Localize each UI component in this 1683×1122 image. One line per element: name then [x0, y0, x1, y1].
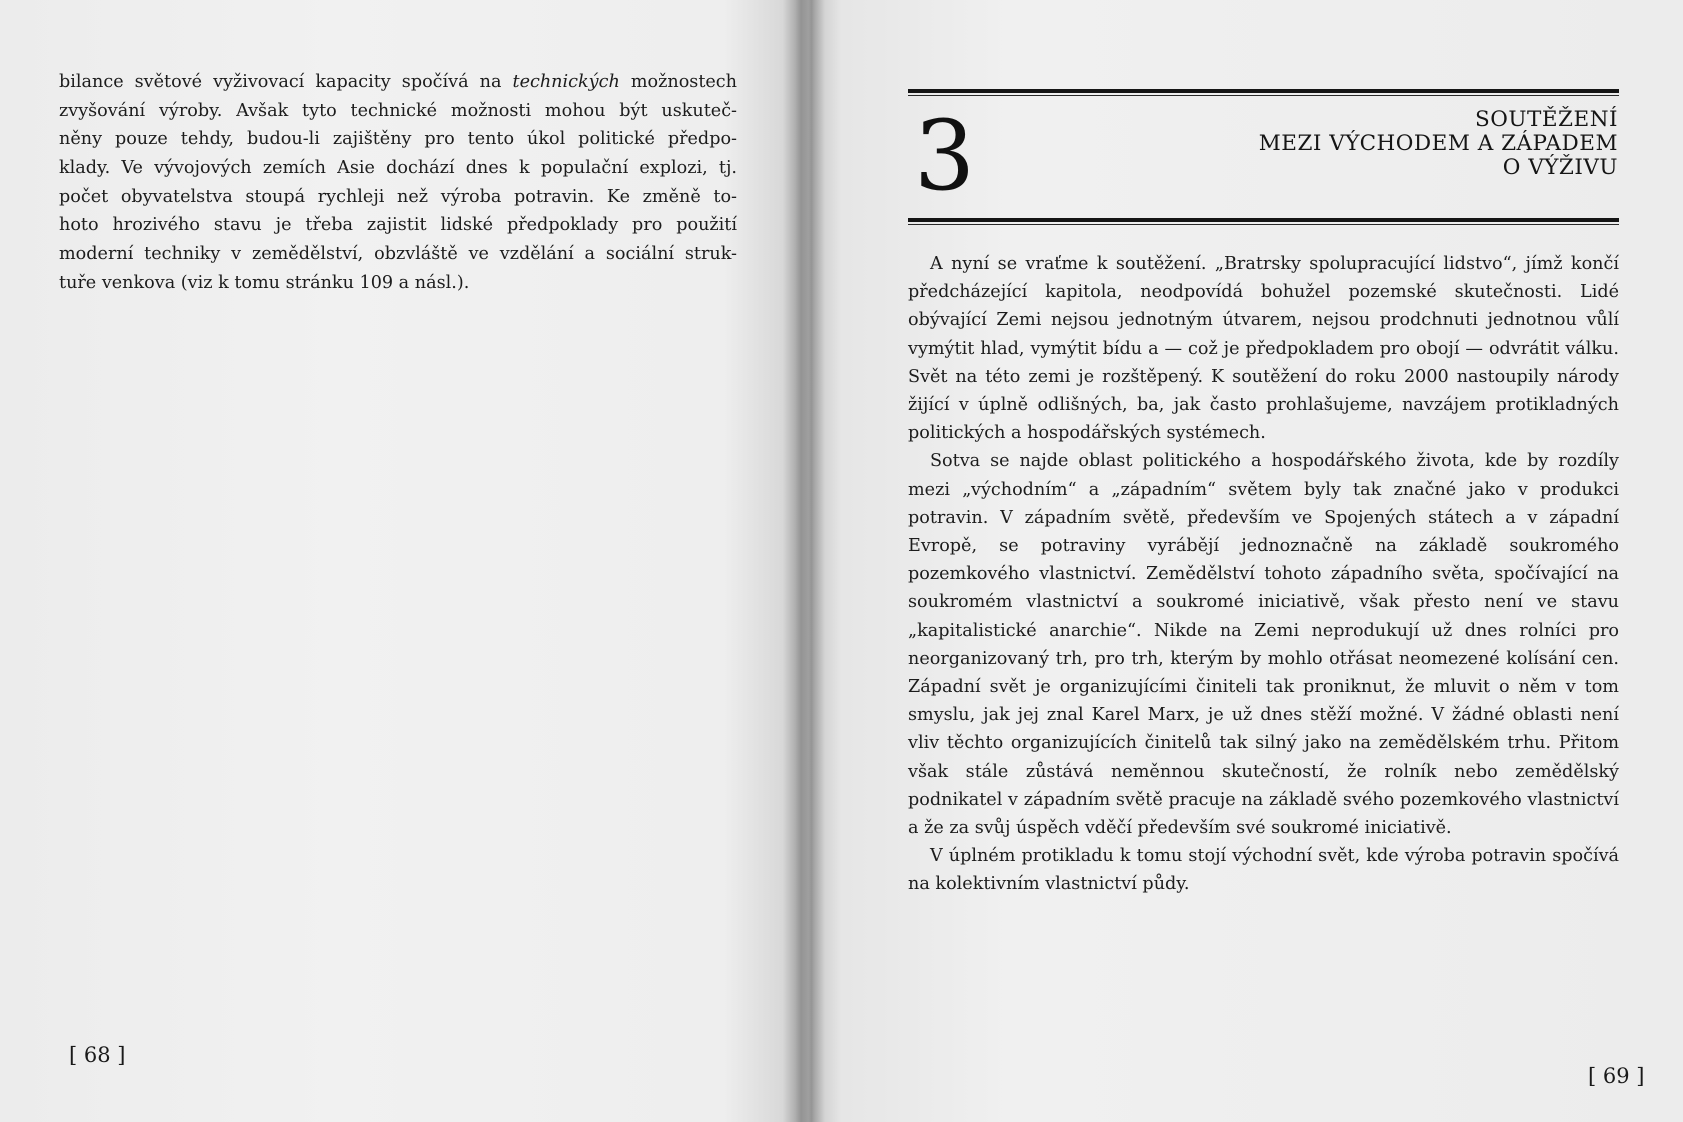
chapter-rule-top-thin [908, 95, 1619, 96]
paragraph-2: Sotva se najde oblast politického a hospodářského života, kde by rozdíly mezi „východním“ a „západním“ světem byly tak značné jako v produkci potravin. V západním světě, především ve Spojených státech a v západní Evropě, se potraviny vyrábějí jednoznačně na základě soukromého pozemkového vlastnictví. Zemědělství tohoto západního světa, spočívající na soukromém vlastnictví a soukromé iniciativě, však přesto není ve stavu „kapitalistické anarchie“. Nikde na Zemi neprodukují už dnes rolníci pro neorganizovaný trh, pro trh, kterým by mohlo otřásat neomezené kolísání cen. Západní svět je organizujícími činiteli tak proniknut, že mluvit o něm v tom smyslu, jak jej znal Karel Marx, je už dnes stěží možné. V žádné oblasti není vliv těchto organizujících činitelů tak silný jako na zemědělském trhu. Přitom však stále zůstává neměnnou skutečností, že rolník nebo zemědělský podnikatel v západním světě pracuje na základě svého pozemkového vlastnictví a že za svůj úspěch vděčí především své soukromé iniciativě. [908, 451, 1619, 839]
left-page-text [59, 68, 737, 298]
chapter-number: 3 [914, 100, 976, 212]
paragraph-3: V úplném protikladu k tomu stojí východní svět, kde výroba potravin spočívá na kolektivním vlastnictví půdy. [908, 846, 1619, 895]
right-page-text [908, 250, 1619, 899]
chapter-rule-bottom [908, 218, 1619, 222]
left-line-1-italic: technických [512, 72, 620, 92]
right-page-number: [ 69 ] [1588, 1064, 1645, 1088]
chapter-rule-top [908, 89, 1619, 93]
left-line-3: něny pouze tehdy, budou-li zajištěny pro tento úkol politické předpo- [59, 129, 737, 150]
chapter-title-line-2: MEZI VÝCHODEM A ZÁPADEM [1258, 131, 1618, 156]
left-line-7: moderní techniky v zemědělství, obzvláště ve vzdělání a sociální struk- [59, 244, 737, 265]
left-page [0, 0, 800, 1122]
left-line-5: počet obyvatelstva stoupá rychleji než výroba potravin. Ke změně to- [59, 186, 737, 207]
left-page-number: [ 68 ] [69, 1043, 126, 1067]
paragraph-1: A nyní se vraťme k soutěžení. „Bratrsky spolupracující lidstvo“, jímž končí předcházející kapitola, neodpovídá bohužel pozemské skutečnosti. Lidé obývající Zemi nejsou jednotným útvarem, nejsou prodchnuti jednotnou vůlí vymýtit hlad, vymýtit bídu a — což je předpokladem pro obojí — odvrátit válku. Svět na této zemi je rozštěpený. K soutěžení do roku 2000 nastoupily národy žijící v úplně odlišných, ba, jak často prohlašujeme, navzájem protikladných politických a hospodářských systémech. [908, 254, 1619, 444]
chapter-title-line-1: SOUTĚŽENÍ [1475, 107, 1618, 132]
left-line-1: bilance světové vyživovací kapacity spočívá na technických možnostech [59, 72, 737, 92]
chapter-title-line-3: O VÝŽIVU [1502, 155, 1618, 180]
chapter-title [1060, 108, 1618, 180]
left-line-2: zvyšování výroby. Avšak tyto technické možnosti mohou být uskuteč- [59, 100, 737, 121]
left-line-8: tuře venkova (viz k tomu stránku 109 a násl.). [59, 272, 470, 293]
left-line-6: hoto hrozivého stavu je třeba zajistit lidské předpoklady pro použití [59, 215, 737, 236]
chapter-rule-bottom-thin [908, 224, 1619, 225]
left-line-4: klady. Ve vývojových zemích Asie dochází dnes k populační explozi, tj. [59, 158, 737, 179]
right-page [840, 0, 1683, 1122]
